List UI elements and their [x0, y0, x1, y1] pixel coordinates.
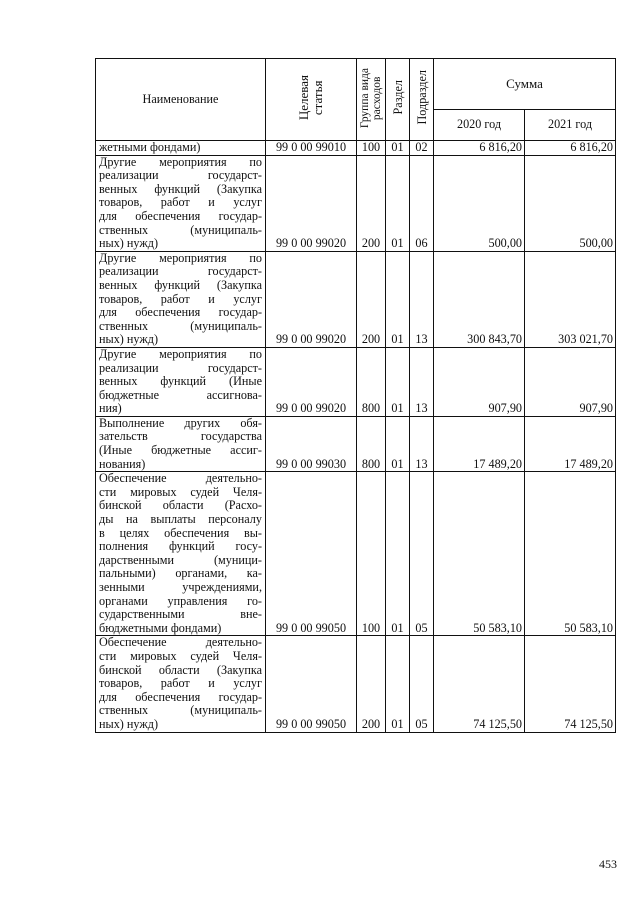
- row-section: 01: [386, 251, 410, 347]
- row-section: 01: [386, 416, 410, 471]
- row-name-line: для обеспечения государ-: [99, 689, 262, 704]
- row-name-line: пальными) органами, ка-: [99, 566, 262, 581]
- row-target-article: 99 0 00 99030: [266, 416, 357, 471]
- row-target-article: 99 0 00 99020: [266, 155, 357, 251]
- row-subsection: 02: [410, 141, 434, 156]
- row-name-line: ды на выплаты персоналу: [99, 512, 262, 527]
- row-name-line: бюджетными фондами): [99, 620, 222, 635]
- row-name: [96, 155, 266, 251]
- row-subsection: 13: [410, 416, 434, 471]
- row-amount-2021: 17 489,20: [525, 416, 616, 471]
- row-amount-2021: 500,00: [525, 155, 616, 251]
- row-name-line: органами управления го-: [99, 593, 262, 608]
- row-name-line: ственных (муниципаль-: [99, 318, 262, 333]
- row-name-line: Обеспечение деятельно-: [99, 635, 262, 650]
- row-name-line: дарственными (муници-: [99, 552, 262, 567]
- row-subsection: 06: [410, 155, 434, 251]
- budget-table: [95, 58, 616, 733]
- row-amount-2021: 6 816,20: [525, 141, 616, 156]
- row-name-line: венных функций (Закупка: [99, 277, 262, 292]
- row-subsection: 05: [410, 472, 434, 636]
- row-name-line: реализации государст-: [99, 360, 262, 375]
- row-amount-2021: 74 125,50: [525, 636, 616, 732]
- row-expense-group: 200: [357, 636, 386, 732]
- row-name-line: Другие мероприятия по: [99, 346, 262, 361]
- row-amount-2020: 500,00: [434, 155, 525, 251]
- row-name-line: венных функций (Иные: [99, 374, 262, 389]
- row-subsection: 13: [410, 347, 434, 416]
- table-row: [96, 416, 616, 471]
- row-name-line: реализации государст-: [99, 264, 262, 279]
- row-expense-group: 100: [357, 141, 386, 156]
- row-name: [96, 416, 266, 471]
- row-name-line: ных) нужд): [99, 236, 159, 251]
- row-name-line: сти мировых судей Челя-: [99, 484, 262, 499]
- row-name-line: сударственными вне-: [99, 607, 262, 622]
- row-name-line: венных функций (Закупка: [99, 181, 262, 196]
- row-amount-2020: 50 583,10: [434, 472, 525, 636]
- row-name-line: полнения функций госу-: [99, 539, 262, 554]
- row-name: [96, 472, 266, 636]
- row-name-line: (Иные бюджетные ассиг-: [99, 443, 262, 458]
- row-name-line: бинской области (Закупка: [99, 662, 262, 677]
- row-name-line: товаров, работ и услуг: [99, 291, 262, 306]
- row-name-line: ных) нужд): [99, 716, 159, 731]
- row-name-line: товаров, работ и услуг: [99, 676, 262, 691]
- row-name-line: в целях обеспечения вы-: [99, 525, 262, 540]
- table-row: [96, 347, 616, 416]
- row-name-line: Другие мероприятия по: [99, 250, 262, 265]
- table-row: [96, 141, 616, 156]
- row-name: [96, 141, 266, 156]
- row-name-line: ственных (муниципаль-: [99, 703, 262, 718]
- row-amount-2021: 303 021,70: [525, 251, 616, 347]
- row-amount-2020: 17 489,20: [434, 416, 525, 471]
- row-name-line: зенными учреждениями,: [99, 580, 262, 594]
- row-name-line: Другие мероприятия по: [99, 154, 262, 169]
- row-expense-group: 200: [357, 251, 386, 347]
- row-subsection: 05: [410, 636, 434, 732]
- row-section: 01: [386, 141, 410, 156]
- header-year-2021: 2021 год: [525, 110, 616, 141]
- row-name-line: реализации государст-: [99, 168, 262, 183]
- header-name: Наименование: [96, 59, 266, 141]
- row-section: 01: [386, 347, 410, 416]
- header-section: Раздел: [386, 59, 410, 141]
- row-target-article: 99 0 00 99020: [266, 347, 357, 416]
- row-amount-2020: 907,90: [434, 347, 525, 416]
- header-expense-group: Группа вида расходов: [357, 59, 386, 141]
- row-name-line: зательств государства: [99, 429, 262, 444]
- table-row: [96, 155, 616, 251]
- row-amount-2020: 300 843,70: [434, 251, 525, 347]
- row-name-line: для обеспечения государ-: [99, 305, 262, 320]
- row-target-article: 99 0 00 99010: [266, 141, 357, 156]
- table-row: [96, 251, 616, 347]
- row-name-line: бинской области (Расхо-: [99, 498, 262, 513]
- header-year-2020: 2020 год: [434, 110, 525, 141]
- row-name-line: Выполнение других обя-: [99, 415, 262, 430]
- row-name-line: ственных (муниципаль-: [99, 222, 262, 237]
- row-amount-2021: 907,90: [525, 347, 616, 416]
- row-expense-group: 200: [357, 155, 386, 251]
- row-section: 01: [386, 636, 410, 732]
- row-name: [96, 347, 266, 416]
- row-name-line: Обеспечение деятельно-: [99, 471, 262, 486]
- row-name: [96, 251, 266, 347]
- row-name-line: жетными фондами): [99, 140, 201, 154]
- row-expense-group: 100: [357, 472, 386, 636]
- row-section: 01: [386, 155, 410, 251]
- row-expense-group: 800: [357, 347, 386, 416]
- row-name-line: сти мировых судей Челя-: [99, 648, 262, 663]
- row-name-line: ных) нужд): [99, 332, 159, 347]
- row-name-line: для обеспечения государ-: [99, 208, 262, 223]
- header-sum: Сумма: [434, 59, 616, 110]
- row-target-article: 99 0 00 99050: [266, 636, 357, 732]
- row-subsection: 13: [410, 251, 434, 347]
- row-target-article: 99 0 00 99020: [266, 251, 357, 347]
- page-number: 453: [599, 857, 617, 871]
- header-subsection: Подраздел: [410, 59, 434, 141]
- row-amount-2021: 50 583,10: [525, 472, 616, 636]
- row-name-line: товаров, работ и услуг: [99, 195, 262, 210]
- row-name-line: нования): [99, 456, 146, 471]
- row-target-article: 99 0 00 99050: [266, 472, 357, 636]
- row-name: [96, 636, 266, 732]
- row-name-line: бюджетные ассигнова-: [99, 387, 262, 402]
- table-row: [96, 472, 616, 636]
- header-target-article: Целевая статья: [266, 59, 357, 141]
- row-amount-2020: 6 816,20: [434, 141, 525, 156]
- row-amount-2020: 74 125,50: [434, 636, 525, 732]
- row-section: 01: [386, 472, 410, 636]
- table-row: [96, 636, 616, 732]
- row-expense-group: 800: [357, 416, 386, 471]
- row-name-line: ния): [99, 401, 122, 416]
